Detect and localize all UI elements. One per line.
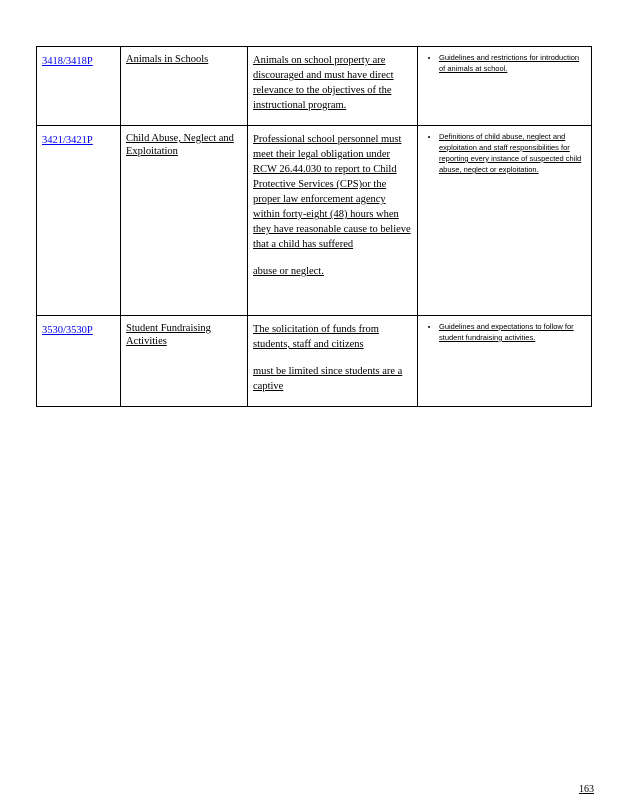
policy-title-cell	[121, 316, 248, 407]
policy-code-link[interactable]: 3530/3530P	[42, 325, 93, 336]
policy-table	[36, 46, 592, 407]
table-row	[37, 47, 592, 126]
policy-description-continued: abuse or neglect.	[253, 266, 324, 277]
policy-description-cell	[248, 316, 418, 407]
policy-title: Student Fundraising Activities	[126, 323, 211, 347]
policy-summary-bullet: • Guidelines and restrictions for introduction of animals at school.	[439, 52, 586, 74]
policy-summary-cell	[418, 126, 592, 316]
policy-summary-cell	[418, 316, 592, 407]
table-row	[37, 126, 592, 316]
policy-description: Professional school personnel must meet their legal obligation under RCW 26.44.030 to report to Child Protective Services (CPS)or the proper law enforcement agency within forty-eight (48) hours when they have reasonable cause to believe that a child has suffered	[253, 134, 411, 250]
policy-summary-cell	[418, 47, 592, 126]
policy-title-cell	[121, 126, 248, 316]
policy-code-cell	[37, 47, 121, 126]
policy-code-link[interactable]: 3418/3418P	[42, 56, 93, 67]
policy-description-cell	[248, 47, 418, 126]
policy-summary-bullet: • Definitions of child abuse, neglect and exploitation and staff responsibilities for reporting every instance of suspected child abuse, neglect or exploitation.	[439, 131, 586, 175]
policy-code-link[interactable]: 3421/3421P	[42, 135, 93, 146]
policy-title: Animals in Schools	[126, 54, 209, 65]
table-row	[37, 316, 592, 407]
policy-description: The solicitation of funds from students, staff and citizens	[253, 324, 379, 350]
policy-description-continued: must be limited since students are a captive	[253, 366, 403, 392]
policy-title-cell	[121, 47, 248, 126]
policy-title: Child Abuse, Neglect and Exploitation	[126, 133, 234, 157]
policy-code-cell	[37, 126, 121, 316]
policy-description: Animals on school property are discouraged and must have direct relevance to the objectives of the instructional program.	[253, 55, 394, 111]
policy-summary-bullet: • Guidelines and expectations to follow for student fundraising activities.	[439, 321, 586, 343]
policy-code-cell	[37, 316, 121, 407]
policy-description-cell	[248, 126, 418, 316]
page-number: 163	[579, 784, 594, 795]
